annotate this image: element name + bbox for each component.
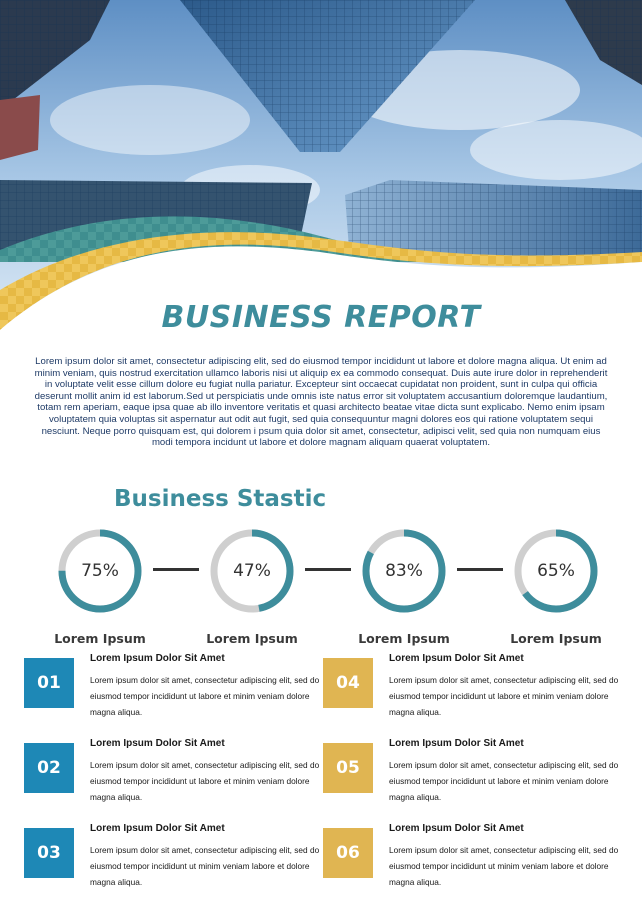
stat-value: 65% [537, 561, 575, 581]
list-item [24, 653, 324, 728]
stat-value: 83% [385, 561, 423, 581]
list-item [24, 738, 324, 813]
number-badge: 03 [24, 828, 74, 878]
item-body: Lorem ipsum dolor sit amet, consectetur adipiscing elit, sed do eiusmod tempor incididunt ut labore et minim veniam dolore magna aliqua. [389, 675, 619, 717]
stat-label: Lorem Ipsum [54, 631, 146, 646]
item-heading: Lorem Ipsum Dolor Sit Amet [90, 653, 225, 664]
number-badge: 01 [24, 658, 74, 708]
item-heading: Lorem Ipsum Dolor Sit Amet [90, 823, 225, 834]
item-heading: Lorem Ipsum Dolor Sit Amet [389, 823, 524, 834]
list-item [24, 823, 324, 898]
stat-label: Lorem Ipsum [510, 631, 602, 646]
list-item [323, 653, 623, 728]
item-body: Lorem ipsum dolor sit amet, consectetur adipiscing elit, sed do eiusmod tempor incididunt ut minim veniam labore et dolore magna aliqua. [90, 845, 320, 887]
stat-label: Lorem Ipsum [206, 631, 298, 646]
stat-label: Lorem Ipsum [358, 631, 450, 646]
number-badge: 04 [323, 658, 373, 708]
stat-value: 47% [233, 561, 271, 581]
number-badge: 06 [323, 828, 373, 878]
stat-3 [344, 520, 464, 650]
item-heading: Lorem Ipsum Dolor Sit Amet [389, 653, 524, 664]
page-title: BUSINESS REPORT [161, 300, 481, 335]
stats-title: Business Stastic [114, 486, 327, 512]
item-heading: Lorem Ipsum Dolor Sit Amet [389, 738, 524, 749]
skyscraper-photo [0, 0, 642, 330]
intro-paragraph: Lorem ipsum dolor sit amet, consectetur adipiscing elit, sed do eiusmod tempor incididunt ut labore et dolore magna aliqua. Ut enim ad minim veniam, quis nostrud exercitation ullamco laboris nisi ut aliquip ex ea commodo consequat. Duis aute irure dolor in reprehenderit in voluptate velit esse cillum dolore eu fugiat nulla pariatur. Excepteur sint occaecat cupidatat non proident, sunt in culpa qui officia deserunt mollit anim id est laborum.Sed ut perspiciatis unde omnis iste natus error sit voluptatem accusantium doloremque laudantium, totam rem aperiam, eaque ipsa quae ab illo inventore veritatis et quasi architecto beatae vitae dicta sunt explicabo. Nemo enim ipsam voluptatem quia voluptas sit aspernatur aut odit aut fugit, sed quia consequuntur magni dolores eos qui ratione voluptatem sequi nesciunt. Neque porro quisquam est, qui dolorem i psum quia dolor sit amet, consectetur, adipisci velit, sed quia non numquam eius modi tempora incidunt ut labore et dolore magnam aliquam quaerat voluptatem. [34, 356, 608, 449]
stat-4 [496, 520, 616, 650]
stat-2 [192, 520, 312, 650]
number-badge: 02 [24, 743, 74, 793]
item-body: Lorem ipsum dolor sit amet, consectetur adipiscing elit, sed do eiusmod tempor incididunt ut minim veniam labore et dolore magna aliqua. [389, 845, 619, 887]
connector-line [305, 568, 351, 571]
stat-value: 75% [81, 561, 119, 581]
hero-image [0, 0, 642, 330]
stat-1 [40, 520, 160, 650]
number-badge: 05 [323, 743, 373, 793]
list-item [323, 738, 623, 813]
stats-row [0, 520, 642, 650]
connector-line [153, 568, 199, 571]
list-item [323, 823, 623, 898]
item-heading: Lorem Ipsum Dolor Sit Amet [90, 738, 225, 749]
connector-line [457, 568, 503, 571]
item-body: Lorem ipsum dolor sit amet, consectetur adipiscing elit, sed do eiusmod tempor incididunt ut labore et minim veniam dolore magna aliqua. [90, 760, 320, 802]
item-body: Lorem ipsum dolor sit amet, consectetur adipiscing elit, sed do eiusmod tempor incididunt ut labore et minim veniam dolore magna aliqua. [389, 760, 619, 802]
item-body: Lorem ipsum dolor sit amet, consectetur adipiscing elit, sed do eiusmod tempor incididunt ut labore et minim veniam dolore magna aliqua. [90, 675, 320, 717]
